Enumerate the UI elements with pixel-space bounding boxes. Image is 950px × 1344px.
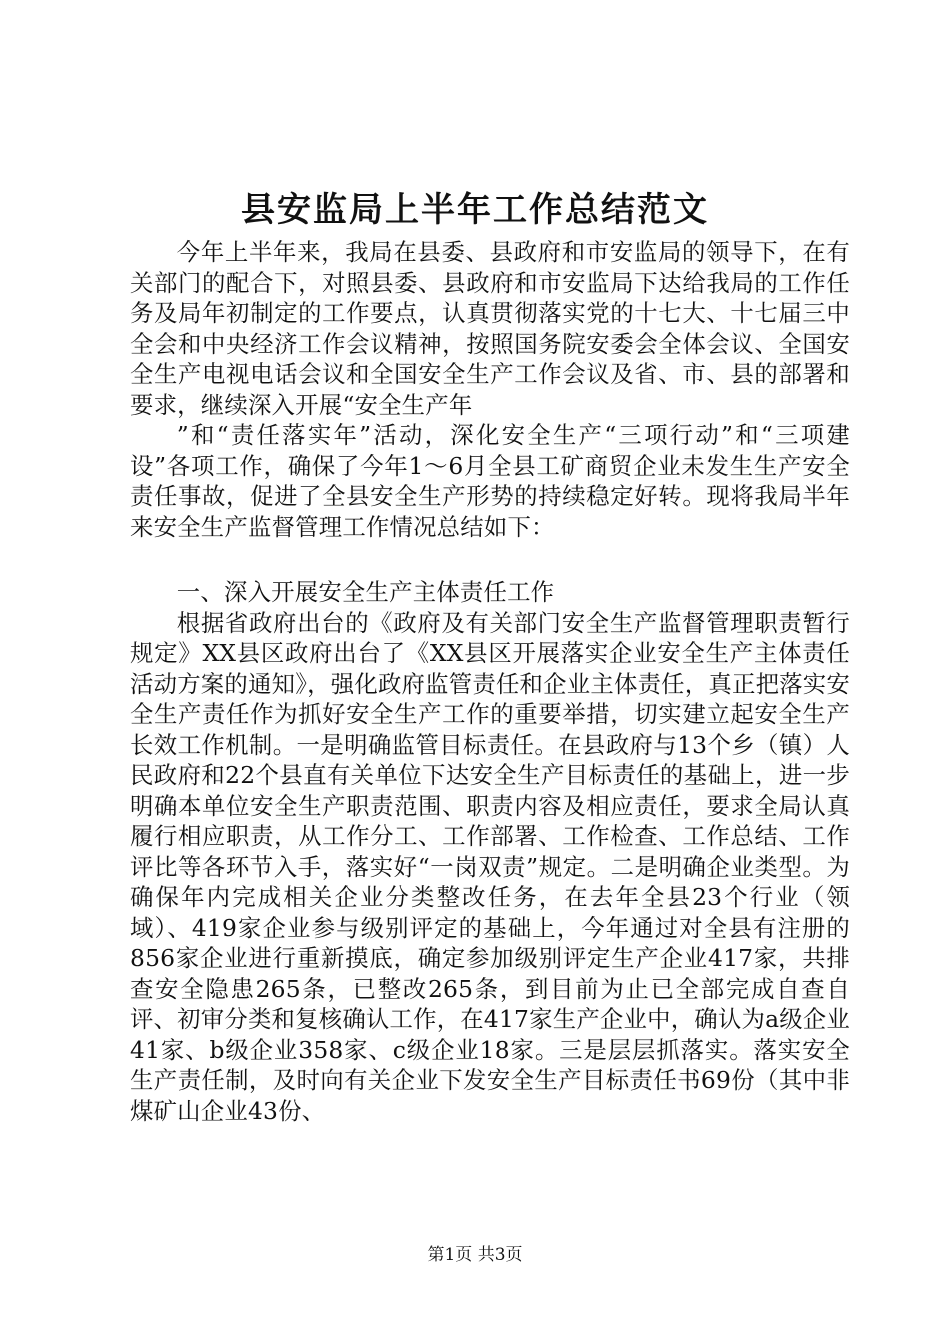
paragraph-intro-continued: ”和“责任落实年”活动，深化安全生产“三项行动”和“三项建设”各项工作，确保了今年1～6月全县工矿商贸企业未发生生产安全责任事故，促进了全县安全生产形势的持续稳定好转。现将我局半年来安全生产监督管理工作情况总结如下： <box>130 421 850 541</box>
section-heading-1: 一、深入开展安全生产主体责任工作 <box>176 578 555 606</box>
document-body <box>130 237 850 1126</box>
page-footer: 第1页 共3页 <box>427 1245 523 1265</box>
paragraph-intro: 今年上半年来，我局在县委、县政府和市安监局的领导下，在有关部门的配合下，对照县委、县政府和市安监局下达给我局的工作任务及局年初制定的工作要点，认真贯彻落实党的十七大、十七届三中全会和中央经济工作会议精神，按照国务院安委会全体会议、全国安全生产电视电话会议和全国安全生产工作会议及省、市、县的部署和要求，继续深入开展“安全生产年 <box>130 238 850 419</box>
paragraph-section-1: 根据省政府出台的《政府及有关部门安全生产监督管理职责暂行规定》XX县区政府出台了《XX县区开展落实企业安全生产主体责任活动方案的通知》，强化政府监管责任和企业主体责任，真正把落实安全生产责任作为抓好安全生产工作的重要举措，切实建立起安全生产长效工作机制。一是明确监管目标责任。在县政府与13个乡（镇）人民政府和22个县直有关单位下达安全生产目标责任的基础上，进一步明确本单位安全生产职责范围、职责内容及相应责任，要求全局认真履行相应职责，从工作分工、工作部署、工作检查、工作总结、工作评比等各环节入手，落实好“一岗双责”规定。二是明确企业类型。为确保年内完成相关企业分类整改任务，在去年全县23个行业（领域）、419家企业参与级别评定的基础上，今年通过对全县有注册的856家企业进行重新摸底，确定参加级别评定生产企业417家，共排查安全隐患265条，已整改265条，到目前为止已全部完成自查自评、初审分类和复核确认工作，在417家生产企业中，确认为a级企业41家、b级企业358家、c级企业18家。三是层层抓落实。落实安全生产责任制，及时向有关企业下发安全生产目标责任书69份（其中非煤矿山企业43份、 <box>130 608 850 1125</box>
paragraph-gap <box>130 542 850 577</box>
document-title: 县安监局上半年工作总结范文 <box>241 190 709 230</box>
